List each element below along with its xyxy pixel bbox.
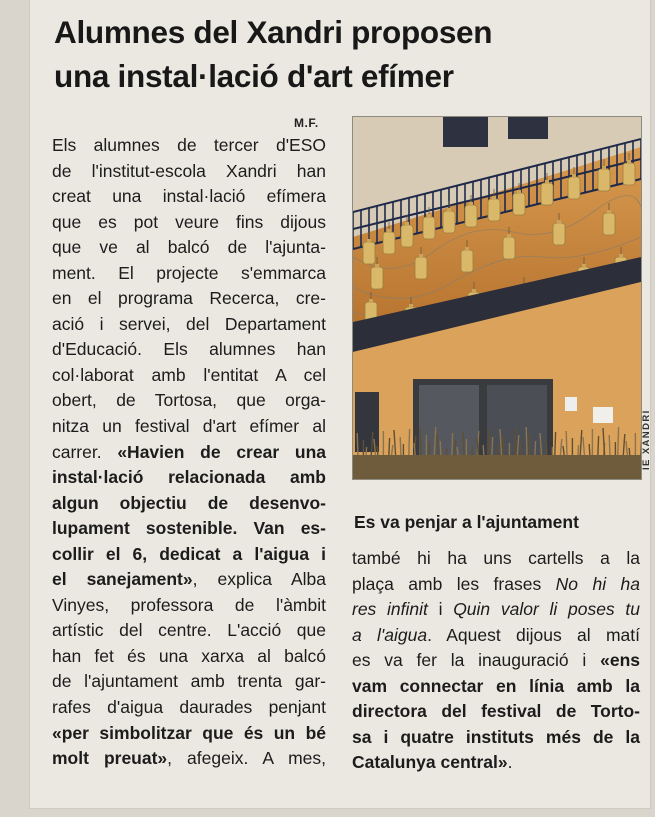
text-run: res infinit — [352, 599, 428, 620]
body-text-line — [52, 721, 326, 747]
text-run: No hi ha — [555, 573, 640, 594]
photo-caption: Es va penjar a l'ajuntament — [354, 512, 579, 532]
body-text-line — [352, 597, 640, 623]
text-run: també hi ha uns cartells a la — [352, 548, 640, 568]
article-body-right-column — [352, 546, 640, 776]
headline-line-1: Alumnes del Xandri proposen — [54, 14, 493, 50]
text-run: . — [507, 752, 513, 773]
body-text-line — [52, 286, 326, 312]
body-text-line — [352, 648, 640, 674]
text-run: el sanejament» — [52, 569, 193, 590]
text-run: que es pot veure fins dijous — [52, 211, 326, 232]
text-run: molt preuat» — [52, 748, 168, 769]
text-run: ment. El projecte s'emmarca — [52, 262, 326, 283]
text-run: en el programa Recerca, cre- — [52, 288, 326, 309]
body-text-line — [352, 572, 640, 598]
text-run: , explica Alba — [192, 569, 327, 590]
text-run: d'Educació. Els alumnes han — [52, 339, 326, 360]
text-run: instal·lació relacionada amb — [52, 467, 326, 488]
text-run: Vinyes, professora de l'àmbit — [52, 594, 326, 615]
photo-credit: IE XANDRI — [641, 409, 652, 470]
body-text-line — [52, 491, 326, 517]
body-text-line — [52, 184, 326, 210]
body-text-line — [52, 644, 326, 670]
body-text-line — [352, 674, 640, 700]
body-text-line — [352, 750, 640, 776]
text-run: algun objectiu de desenvo- — [52, 492, 326, 513]
text-run: han fet és una xarxa al balcó — [52, 645, 326, 666]
body-text-line — [52, 669, 326, 695]
body-text-line — [352, 546, 640, 572]
body-text-line — [52, 516, 326, 542]
body-text-line — [52, 159, 326, 185]
body-text-line — [52, 133, 326, 159]
body-text-line — [52, 210, 326, 236]
text-run: obert, de Tortosa, que orga- — [52, 390, 326, 411]
body-text-line — [52, 440, 326, 466]
text-run: ació i servei, del Departament — [52, 313, 326, 334]
text-run: plaça amb les frases — [352, 573, 556, 594]
text-run: lupament sostenible. Van es- — [52, 518, 326, 539]
text-run: collir el 6, dedicat a l'aigua i — [52, 543, 326, 564]
text-run: Els alumnes de tercer d'ESO — [52, 135, 326, 155]
text-run: creat una instal·lació efímera — [52, 186, 326, 207]
text-run: de l'ajuntament amb trenta gar- — [52, 671, 326, 692]
body-text-line — [52, 388, 326, 414]
text-run: directora del festival de Torto- — [352, 701, 640, 722]
text-run: artístic del centre. L'acció que — [52, 620, 326, 641]
text-run: vam connectar en línia amb la — [352, 675, 640, 696]
body-text-line — [52, 618, 326, 644]
text-run: «Havien de crear una — [117, 441, 326, 462]
body-text-line — [52, 567, 326, 593]
author-byline: M.F. — [294, 116, 319, 130]
text-run: que ve al balcó de l'ajunta- — [52, 237, 326, 258]
text-run: sa i quatre instituts més de la — [352, 726, 640, 747]
text-run: «ens — [600, 650, 640, 671]
text-run: col·laborat amb l'entitat A cel — [52, 364, 326, 385]
article-photo — [352, 116, 642, 480]
text-run: carrer. — [52, 441, 118, 462]
text-run: a l'aigua — [352, 624, 428, 645]
body-text-line — [52, 414, 326, 440]
body-text-line — [52, 746, 326, 772]
body-text-line — [52, 593, 326, 619]
text-run: es va fer la inauguració i — [352, 650, 601, 671]
balcony-photo-illustration — [353, 117, 641, 479]
text-run: «per simbolitzar que és un bé — [52, 722, 326, 743]
body-text-line — [52, 542, 326, 568]
text-run: i — [427, 599, 454, 620]
text-run: rafes d'aigua daurades penjant — [52, 697, 326, 718]
text-run: . Aquest dijous al matí — [427, 624, 640, 645]
text-run: , afegeix. A mes, — [167, 748, 326, 769]
article-body-left-column — [52, 133, 326, 772]
body-text-line — [52, 337, 326, 363]
article-headline — [54, 10, 644, 98]
text-run: de l'institut-escola Xandri han — [52, 160, 326, 181]
text-run: Catalunya central» — [352, 752, 508, 773]
body-text-line — [352, 699, 640, 725]
text-run: Quin valor li poses tu — [453, 599, 640, 620]
body-text-line — [52, 363, 326, 389]
headline-line-2: una instal·lació d'art efímer — [54, 58, 454, 94]
newspaper-page — [30, 0, 650, 808]
body-text-line — [352, 623, 640, 649]
body-text-line — [52, 261, 326, 287]
body-text-line — [352, 725, 640, 751]
body-text-line — [52, 695, 326, 721]
body-text-line — [52, 465, 326, 491]
body-text-line — [52, 312, 326, 338]
text-run: nitza un festival d'art efímer al — [52, 416, 326, 437]
body-text-line — [52, 235, 326, 261]
